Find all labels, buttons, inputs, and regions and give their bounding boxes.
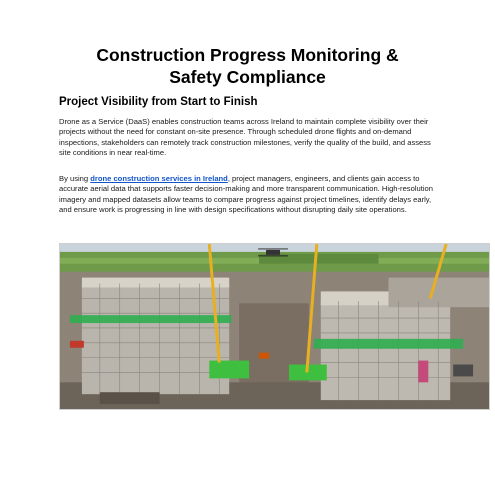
title-line-2: Safety Compliance bbox=[169, 67, 326, 87]
building-left bbox=[70, 278, 231, 395]
page-title bbox=[40, 44, 455, 88]
title-line-1: Construction Progress Monitoring & bbox=[96, 45, 399, 65]
paragraph-daas-overview: Drone as a Service (DaaS) enables construction teams across Ireland to maintain complete visibility over their projects without the need for constant on-site presence. Through scheduled drone flights and on-demand inspections, stakeholders can remotely track construction milestones, verify the quality of the build, and assess site conditions in near real-time. bbox=[59, 117, 431, 158]
section-heading: Project Visibility from Start to Finish bbox=[59, 96, 258, 108]
aerial-site-illustration bbox=[60, 244, 489, 409]
construction-site-photo bbox=[59, 243, 490, 410]
paragraph-text-after-link: , project managers, engineers, and clients gain access to accurate aerial data that supports faster decision-making and more transparent communication. High-resolution imagery and mapped datasets allow teams to compare progress against project timelines, identify delays early, and ensure work is progressing in line with design specifications without disrupting daily site operations. bbox=[59, 174, 433, 215]
paragraph-text-before-link: By using bbox=[59, 174, 91, 183]
paragraph-drone-services bbox=[59, 174, 439, 216]
drone-services-link[interactable]: drone construction services in Ireland bbox=[90, 174, 228, 183]
